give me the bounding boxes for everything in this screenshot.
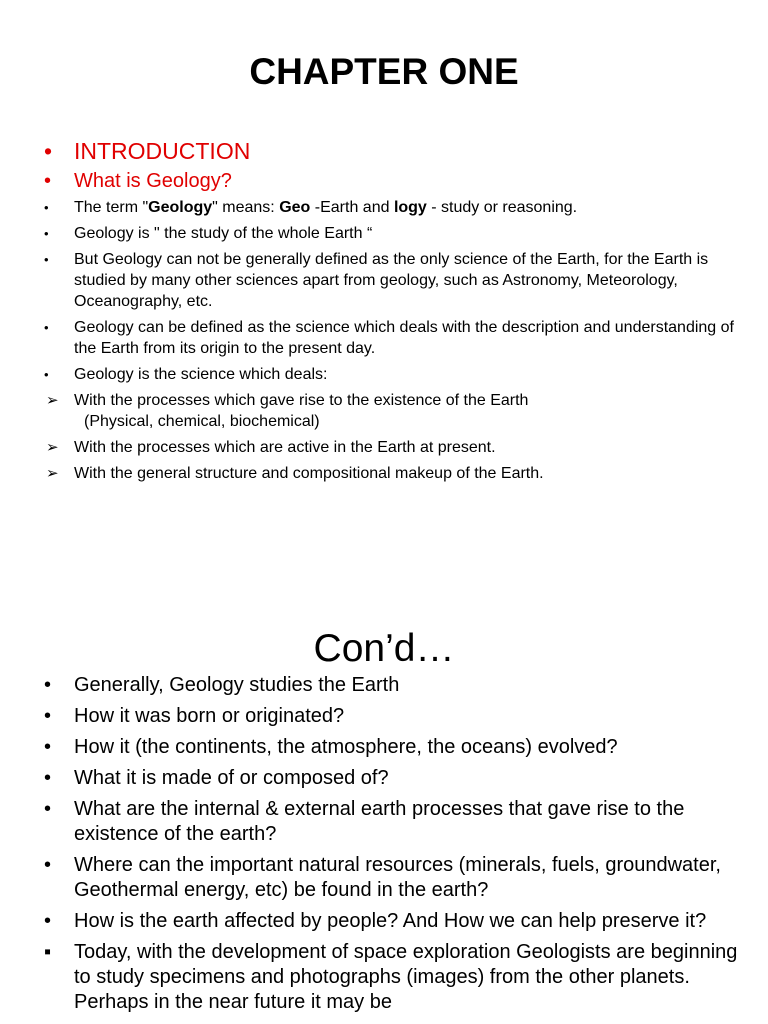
bullet-text: What are the internal & external earth processes that gave rise to the existence of the earth?	[74, 798, 685, 845]
list-item	[40, 437, 740, 458]
list-item	[40, 390, 740, 432]
bullet-text: How it was born or originated?	[74, 705, 345, 727]
bullet-text: With the processes which are active in the Earth at present.	[74, 439, 496, 456]
list-item	[40, 909, 740, 934]
list-item	[40, 223, 740, 244]
list-item	[40, 673, 740, 698]
bullet-icon: •	[44, 910, 52, 932]
bullet-icon: •	[44, 138, 53, 164]
list-item	[40, 249, 740, 312]
bullet-icon: •	[44, 674, 52, 696]
list-item	[40, 797, 740, 847]
bullet-icon: •	[44, 854, 52, 876]
bullet-icon: •	[44, 767, 52, 789]
bullet-icon: •	[44, 226, 49, 241]
bullet-text: With the general structure and compositional makeup of the Earth.	[74, 465, 544, 482]
bullet-text: How it (the continents, the atmosphere, the oceans) evolved?	[74, 736, 618, 758]
bullet-text: Generally, Geology studies the Earth	[74, 674, 400, 696]
bullet-text: Where can the important natural resources (minerals, fuels, groundwater, Geothermal energy, etc) be found in the earth?	[74, 854, 721, 901]
bullet-icon: •	[44, 252, 49, 267]
slide-contd	[0, 576, 768, 1024]
list-item	[40, 853, 740, 903]
list-item	[40, 940, 740, 1015]
bullet-text: The term "Geology" means: Geo -Earth and logy - study or reasoning.	[74, 199, 578, 216]
list-item	[40, 168, 740, 194]
bullet-text: Geology is " the study of the whole Earth “	[74, 225, 373, 242]
bullet-list	[40, 136, 740, 489]
list-item	[40, 766, 740, 791]
list-item	[40, 317, 740, 359]
list-item	[40, 704, 740, 729]
list-item	[40, 136, 740, 166]
bullet-icon: •	[44, 367, 49, 382]
slide-title: CHAPTER ONE	[249, 51, 519, 92]
list-item	[40, 463, 740, 484]
bullet-text: Geology is the science which deals:	[74, 366, 328, 383]
bullet-icon: •	[44, 320, 49, 335]
list-item	[40, 197, 740, 218]
bullet-text: What is Geology?	[74, 170, 232, 192]
bullet-icon: •	[44, 798, 52, 820]
list-item	[40, 735, 740, 760]
bullet-subtext: (Physical, chemical, biochemical)	[84, 413, 320, 430]
bullet-text: Today, with the development of space exploration Geologists are beginning to study specimens and photographs (images) from the other planets. Perhaps in the near future it may be	[74, 941, 738, 1013]
arrow-bullet-icon: ➢	[46, 439, 59, 456]
bullet-icon: •	[44, 705, 52, 727]
bullet-icon: •	[44, 736, 52, 758]
arrow-bullet-icon: ➢	[46, 392, 59, 409]
bullet-text: But Geology can not be generally defined as the only science of the Earth, for the Earth is studied by many other sciences apart from geology, such as Astronomy, Meteorology, Oceanography, etc.	[74, 251, 709, 310]
bullet-text: With the processes which gave rise to the existence of the Earth	[74, 392, 529, 409]
bullet-text: What it is made of or composed of?	[74, 767, 389, 789]
bullet-list	[40, 673, 740, 1021]
bullet-text: INTRODUCTION	[74, 138, 251, 164]
bullet-text: Geology can be defined as the science which deals with the description and understanding of the Earth from its origin to the present day.	[74, 319, 734, 357]
arrow-bullet-icon: ➢	[46, 465, 59, 482]
bullet-icon: •	[44, 200, 49, 215]
bullet-icon: •	[44, 170, 52, 192]
square-bullet-icon: ▪	[44, 941, 52, 963]
bullet-text: How is the earth affected by people? And How we can help preserve it?	[74, 910, 707, 932]
slide-title: Con’d…	[313, 627, 455, 670]
list-item	[40, 364, 740, 385]
